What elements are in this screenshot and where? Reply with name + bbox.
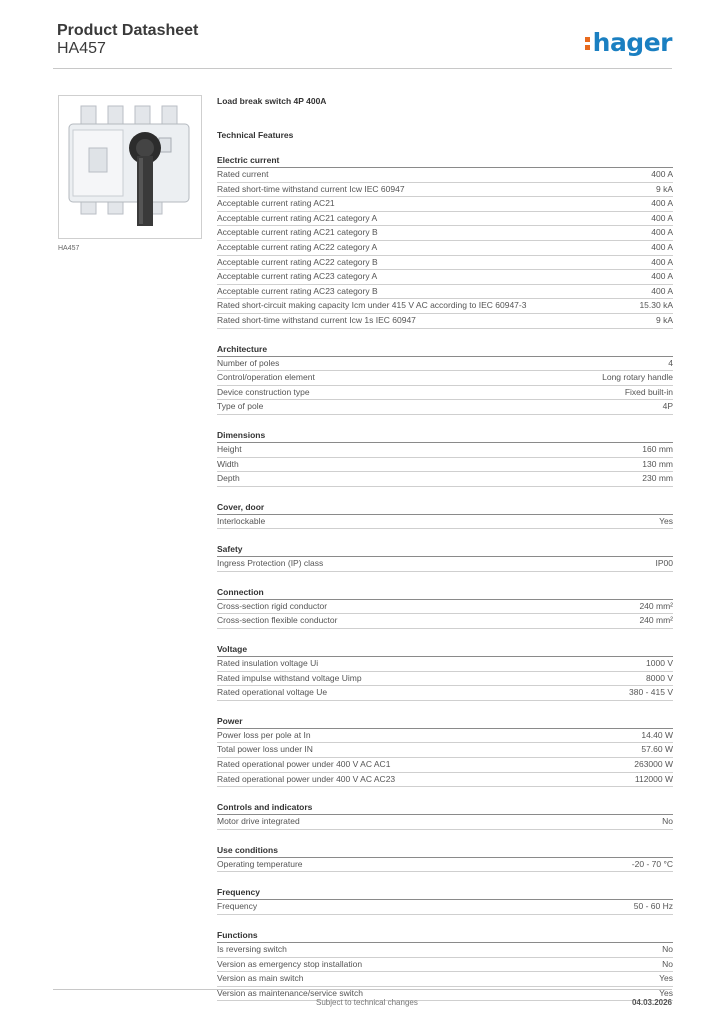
row-value: Fixed built-in — [624, 386, 673, 397]
footer-note: Subject to technical changes — [316, 998, 418, 1007]
row-value: 112000 W — [634, 773, 673, 784]
row-label: Motor drive integrated — [217, 816, 300, 827]
row-label: Device construction type — [217, 386, 310, 397]
feature-section — [217, 430, 673, 487]
table-row — [217, 729, 673, 744]
row-label: Total power loss under IN — [217, 744, 313, 755]
table-row — [217, 168, 673, 183]
row-label: Frequency — [217, 901, 258, 912]
row-label: Type of pole — [217, 401, 264, 412]
footer-divider — [53, 989, 672, 990]
row-label: Control/operation element — [217, 372, 315, 383]
row-value: 400 A — [651, 169, 673, 179]
row-value: 230 mm — [642, 473, 673, 484]
row-label: Cross-section rigid conductor — [217, 600, 328, 611]
logo-text: hager — [592, 28, 672, 57]
load-break-switch-product-photo-icon — [59, 96, 201, 238]
section-title: Controls and indicators — [217, 802, 673, 815]
feature-section — [217, 502, 673, 530]
table-row — [217, 515, 673, 530]
table-row — [217, 241, 673, 256]
row-label: Rated short-circuit making capacity Icm under 415 V AC according to IEC 60947-3 — [217, 300, 527, 311]
feature-section — [217, 587, 673, 629]
table-row — [217, 972, 673, 987]
row-label: Width — [217, 458, 239, 469]
table-row — [217, 314, 673, 329]
feature-section — [217, 930, 673, 1001]
product-name: Load break switch 4P 400A — [217, 96, 327, 106]
row-label: Ingress Protection (IP) class — [217, 558, 324, 569]
header-divider — [53, 68, 672, 69]
section-title: Dimensions — [217, 430, 673, 443]
row-label: Version as main switch — [217, 973, 304, 984]
row-label: Rated operational power under 400 V AC AC1 — [217, 759, 391, 770]
row-value: 380 - 415 V — [629, 687, 673, 698]
section-title: Connection — [217, 587, 673, 600]
row-value: 130 mm — [642, 458, 673, 469]
feature-section — [217, 344, 673, 415]
table-row — [217, 212, 673, 227]
feature-section — [217, 845, 673, 873]
row-value: Yes — [659, 987, 673, 998]
row-label: Version as maintenance/service switch — [217, 987, 363, 998]
row-label: Rated short-time withstand current Icw IEC 60947 — [217, 183, 405, 194]
table-row — [217, 600, 673, 615]
table-row — [217, 958, 673, 973]
table-row — [217, 443, 673, 458]
section-title: Safety — [217, 544, 673, 557]
section-title: Architecture — [217, 344, 673, 357]
table-row — [217, 614, 673, 629]
feature-section — [217, 802, 673, 830]
table-row — [217, 686, 673, 701]
section-title: Frequency — [217, 887, 673, 900]
section-title: Use conditions — [217, 845, 673, 858]
row-label: Height — [217, 443, 242, 454]
row-value: 400 A — [651, 256, 673, 267]
row-value: 400 A — [651, 212, 673, 223]
row-value: No — [662, 944, 673, 954]
row-label: Rated operational power under 400 V AC AC23 — [217, 773, 396, 784]
section-title: Cover, door — [217, 502, 673, 515]
table-row — [217, 285, 673, 300]
features-sections — [217, 155, 673, 1001]
row-value: 15.30 kA — [639, 300, 673, 311]
feature-section — [217, 155, 673, 329]
table-row — [217, 943, 673, 958]
row-value: 240 mm² — [639, 600, 673, 611]
section-title: Functions — [217, 930, 673, 943]
row-value: Yes — [659, 973, 673, 984]
table-row — [217, 226, 673, 241]
table-row — [217, 371, 673, 386]
row-value: IP00 — [655, 558, 673, 569]
brand-logo — [585, 28, 672, 57]
table-row — [217, 197, 673, 212]
row-value: -20 - 70 °C — [631, 858, 673, 869]
row-value: 400 A — [651, 285, 673, 296]
table-row — [217, 458, 673, 473]
row-label: Interlockable — [217, 515, 266, 526]
table-row — [217, 183, 673, 198]
section-title: Electric current — [217, 155, 673, 168]
table-row — [217, 672, 673, 687]
section-title: Voltage — [217, 644, 673, 657]
row-label: Rated insulation voltage Ui — [217, 658, 319, 669]
row-value: 4P — [662, 401, 673, 412]
table-row — [217, 386, 673, 401]
document-title: Product Datasheet — [57, 22, 199, 39]
row-value: 160 mm — [642, 443, 673, 454]
row-value: 240 mm² — [639, 615, 673, 626]
feature-section — [217, 887, 673, 915]
table-row — [217, 270, 673, 285]
row-label: Rated short-time withstand current Icw 1s IEC 60947 — [217, 314, 416, 325]
row-value: 400 A — [651, 271, 673, 282]
table-row — [217, 657, 673, 672]
row-label: Acceptable current rating AC21 — [217, 198, 335, 209]
datasheet-content — [217, 96, 673, 1016]
table-row — [217, 299, 673, 314]
table-row — [217, 743, 673, 758]
row-label: Rated current — [217, 169, 269, 179]
row-value: 400 A — [651, 241, 673, 252]
row-label: Rated impulse withstand voltage Uimp — [217, 672, 362, 683]
row-value: Yes — [659, 515, 673, 526]
table-row — [217, 900, 673, 915]
row-value: 8000 V — [646, 672, 673, 683]
table-row — [217, 400, 673, 415]
feature-section — [217, 544, 673, 572]
row-label: Acceptable current rating AC21 category A — [217, 212, 378, 223]
row-label: Acceptable current rating AC23 category A — [217, 271, 378, 282]
page-header — [57, 22, 672, 58]
row-label: Depth — [217, 473, 240, 484]
row-value: 263000 W — [634, 759, 673, 770]
technical-features-title: Technical Features — [217, 130, 294, 140]
table-row — [217, 357, 673, 372]
feature-section — [217, 644, 673, 701]
table-row — [217, 773, 673, 788]
table-row — [217, 256, 673, 271]
row-value: 9 kA — [655, 183, 673, 194]
logo-colon-icon — [585, 33, 592, 53]
row-label: Acceptable current rating AC21 category B — [217, 227, 378, 238]
row-label: Is reversing switch — [217, 944, 287, 954]
table-row — [217, 815, 673, 830]
row-label: Power loss per pole at In — [217, 729, 311, 740]
table-row — [217, 557, 673, 572]
row-label: Rated operational voltage Ue — [217, 687, 328, 698]
row-value: 57.60 W — [641, 744, 673, 755]
row-value: No — [662, 816, 673, 827]
row-label: Acceptable current rating AC22 category B — [217, 256, 378, 267]
row-value: No — [662, 958, 673, 969]
row-value: 400 A — [651, 227, 673, 238]
row-label: Cross-section flexible conductor — [217, 615, 338, 626]
product-image — [58, 95, 202, 239]
row-label: Acceptable current rating AC23 category B — [217, 285, 378, 296]
section-title: Power — [217, 716, 673, 729]
product-code: HA457 — [57, 40, 106, 57]
row-value: 4 — [668, 357, 673, 368]
row-label: Number of poles — [217, 357, 280, 368]
row-value: 50 - 60 Hz — [633, 901, 673, 912]
row-label: Acceptable current rating AC22 category A — [217, 241, 378, 252]
row-value: 9 kA — [655, 314, 673, 325]
table-row — [217, 472, 673, 487]
row-value: 14.40 W — [641, 729, 673, 740]
row-label: Operating temperature — [217, 858, 303, 869]
footer-date: 04.03.2026 — [631, 998, 672, 1007]
row-value: Long rotary handle — [602, 372, 673, 383]
image-caption: HA457 — [58, 245, 80, 252]
feature-section — [217, 716, 673, 787]
row-value: 1000 V — [646, 658, 673, 669]
row-value: 400 A — [651, 198, 673, 209]
table-row — [217, 758, 673, 773]
row-label: Version as emergency stop installation — [217, 958, 363, 969]
table-row — [217, 858, 673, 873]
